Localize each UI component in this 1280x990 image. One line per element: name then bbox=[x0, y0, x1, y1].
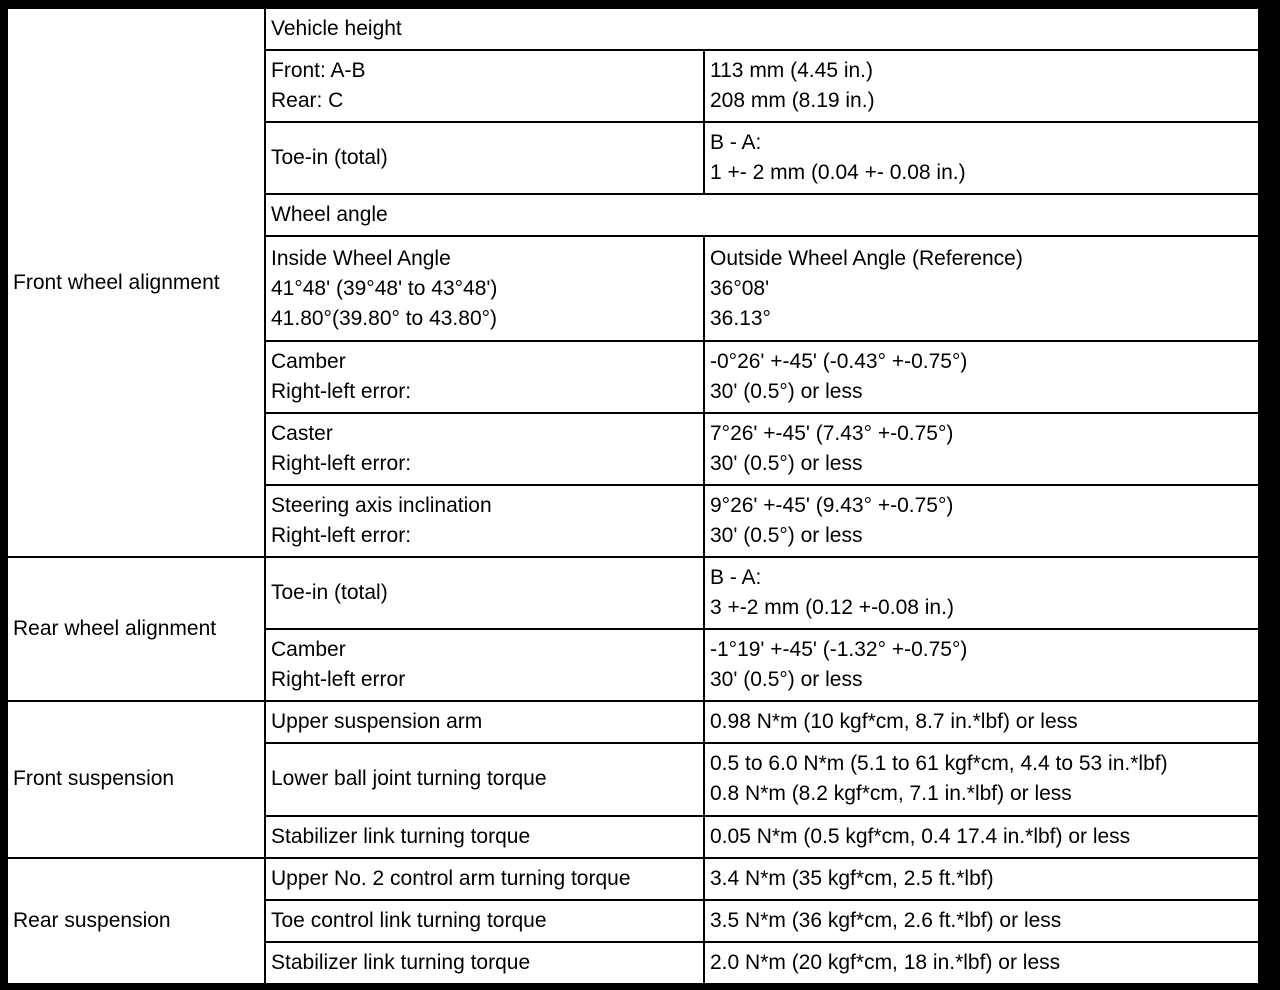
lower-ball-joint-value-line: 0.5 to 6.0 N*m (5.1 to 61 kgf*cm, 4.4 to 53 in.*lbf) bbox=[710, 752, 1168, 776]
upper-suspension-arm-label: Upper suspension arm bbox=[265, 701, 704, 743]
rear-camber-value-line: 30' (0.5°) or less bbox=[710, 668, 863, 692]
steering-axis-label-line: Steering axis inclination bbox=[271, 493, 492, 517]
vehicle-height-value bbox=[704, 50, 1259, 122]
front-height-value: 113 mm (4.45 in.) bbox=[710, 59, 874, 83]
outside-wheel-angle-line: Outside Wheel Angle (Reference) bbox=[710, 246, 1023, 270]
front-toe-in-value-line: B - A: bbox=[710, 131, 762, 155]
caster-label-line: Caster bbox=[271, 421, 333, 445]
front-toe-in-value-line: 1 +- 2 mm (0.04 +- 0.08 in.) bbox=[710, 161, 966, 185]
rear-camber-label-line: Camber bbox=[271, 638, 346, 662]
lower-ball-joint-label: Lower ball joint turning torque bbox=[265, 743, 704, 815]
rear-height-value: 208 mm (8.19 in.) bbox=[710, 89, 875, 113]
outside-wheel-angle-line: 36.13° bbox=[710, 306, 771, 330]
section-front-wheel-alignment: Front wheel alignment bbox=[7, 8, 265, 557]
section-rear-suspension: Rear suspension bbox=[7, 858, 265, 984]
caster-value bbox=[704, 413, 1259, 485]
rear-toe-in-value-line: 3 +-2 mm (0.12 +-0.08 in.) bbox=[710, 596, 954, 620]
vehicle-height-heading: Vehicle height bbox=[265, 8, 1259, 50]
rear-camber-label-line: Right-left error bbox=[271, 668, 406, 692]
steering-axis-label-line: Right-left error: bbox=[271, 523, 412, 547]
rear-toe-in-value bbox=[704, 557, 1259, 629]
steering-axis-value-line: 30' (0.5°) or less bbox=[710, 523, 863, 547]
inside-wheel-angle-cell bbox=[265, 236, 704, 340]
rear-toe-in-value-line: B - A: bbox=[710, 566, 762, 590]
front-camber-label-line: Right-left error: bbox=[271, 379, 412, 403]
steering-axis-label bbox=[265, 485, 704, 557]
upper-no2-control-arm-value: 3.4 N*m (35 kgf*cm, 2.5 ft.*lbf) bbox=[704, 858, 1259, 900]
rear-stabilizer-label: Stabilizer link turning torque bbox=[265, 942, 704, 984]
front-camber-label-line: Camber bbox=[271, 349, 346, 373]
caster-value-line: 7°26' +-45' (7.43° +-0.75°) bbox=[710, 421, 954, 445]
rear-height-label: Rear: C bbox=[271, 89, 344, 113]
rear-camber-value-line: -1°19' +-45' (-1.32° +-0.75°) bbox=[710, 638, 968, 662]
table-row bbox=[7, 8, 1259, 50]
front-stabilizer-value: 0.05 N*m (0.5 kgf*cm, 0.4 17.4 in.*lbf) or less bbox=[704, 816, 1259, 858]
wheel-angle-heading: Wheel angle bbox=[265, 194, 1259, 236]
caster-value-line: 30' (0.5°) or less bbox=[710, 451, 863, 475]
front-camber-label bbox=[265, 341, 704, 413]
front-camber-value-line: 30' (0.5°) or less bbox=[710, 379, 863, 403]
outside-wheel-angle-cell bbox=[704, 236, 1259, 340]
section-rear-wheel-alignment: Rear wheel alignment bbox=[7, 557, 265, 701]
section-front-suspension: Front suspension bbox=[7, 701, 265, 857]
table-row bbox=[7, 557, 1259, 629]
rear-camber-value bbox=[704, 629, 1259, 701]
spec-page bbox=[6, 7, 1258, 985]
front-camber-value bbox=[704, 341, 1259, 413]
vehicle-height-label bbox=[265, 50, 704, 122]
front-height-label: Front: A-B bbox=[271, 59, 366, 83]
rear-camber-label bbox=[265, 629, 704, 701]
outside-wheel-angle-line: 36°08' bbox=[710, 276, 770, 300]
lower-ball-joint-value-line: 0.8 N*m (8.2 kgf*cm, 7.1 in.*lbf) or less bbox=[710, 782, 1072, 806]
upper-suspension-arm-value: 0.98 N*m (10 kgf*cm, 8.7 in.*lbf) or less bbox=[704, 701, 1259, 743]
inside-wheel-angle-line: 41°48' (39°48' to 43°48') bbox=[271, 276, 498, 300]
front-toe-in-value bbox=[704, 122, 1259, 194]
alignment-spec-table bbox=[6, 7, 1260, 985]
toe-control-link-label: Toe control link turning torque bbox=[265, 900, 704, 942]
steering-axis-value bbox=[704, 485, 1259, 557]
table-row bbox=[7, 701, 1259, 743]
upper-no2-control-arm-label: Upper No. 2 control arm turning torque bbox=[265, 858, 704, 900]
caster-label-line: Right-left error: bbox=[271, 451, 412, 475]
rear-toe-in-label: Toe-in (total) bbox=[265, 557, 704, 629]
table-row bbox=[7, 858, 1259, 900]
rear-stabilizer-value: 2.0 N*m (20 kgf*cm, 18 in.*lbf) or less bbox=[704, 942, 1259, 984]
lower-ball-joint-value bbox=[704, 743, 1259, 815]
caster-label bbox=[265, 413, 704, 485]
inside-wheel-angle-line: Inside Wheel Angle bbox=[271, 246, 451, 270]
inside-wheel-angle-line: 41.80°(39.80° to 43.80°) bbox=[271, 306, 498, 330]
front-camber-value-line: -0°26' +-45' (-0.43° +-0.75°) bbox=[710, 349, 968, 373]
front-stabilizer-label: Stabilizer link turning torque bbox=[265, 816, 704, 858]
toe-control-link-value: 3.5 N*m (36 kgf*cm, 2.6 ft.*lbf) or less bbox=[704, 900, 1259, 942]
steering-axis-value-line: 9°26' +-45' (9.43° +-0.75°) bbox=[710, 493, 954, 517]
front-toe-in-label: Toe-in (total) bbox=[265, 122, 704, 194]
